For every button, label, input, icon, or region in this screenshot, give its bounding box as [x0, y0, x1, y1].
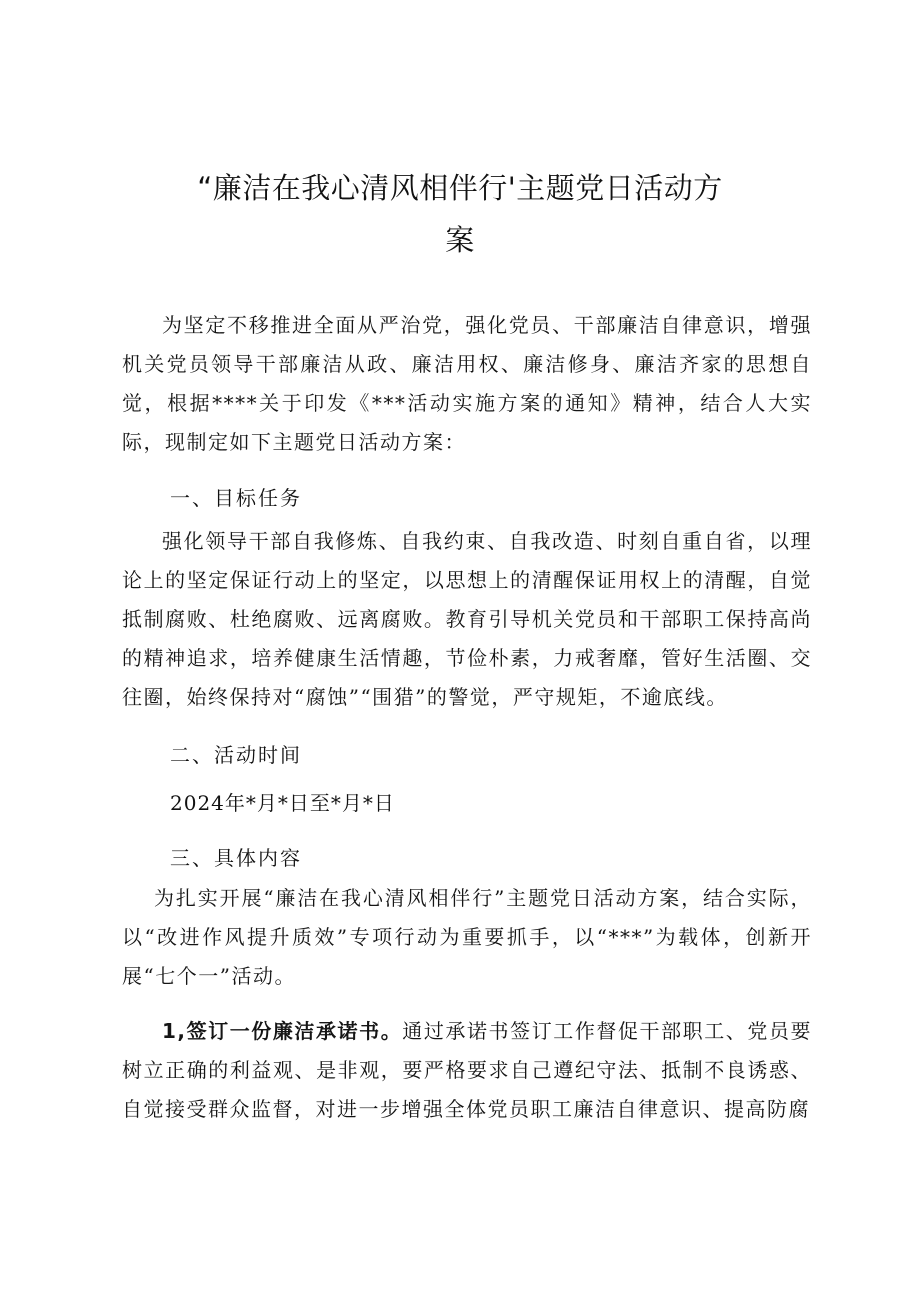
- item1-paragraph: [122, 1012, 812, 1129]
- intro-paragraph: 为坚定不移推进全面从严治党，强化党员、干部廉洁自律意识，增强机关党员领导干部廉洁从政、廉洁用权、廉洁修身、廉洁齐家的思想自觉，根据****关于印发《***活动实施方案的通知》精神，结合人大实际，现制定如下主题党日活动方案：: [122, 313, 812, 454]
- item1-title: 1,签订一份廉洁承诺书。: [162, 1019, 403, 1043]
- section2-date: 2024年*月*日至*月*日: [170, 791, 395, 815]
- section3-intro: 为扎实开展“廉洁在我心清风相伴行”主题党日活动方案，结合实际，以“改进作风提升质效”专项行动为重要抓手，以“***”为载体，创新开展“七个一”活动。: [122, 886, 812, 988]
- section1-heading: 一、目标任务: [170, 486, 302, 510]
- item1-body: 通过承诺书签订工作督促干部职工、党员要树立正确的利益观、是非观，要严格要求自己遵纪守法、抵制不良诱惑、自觉接受群众监督，对进一步增强全体党员职工廉洁自律意识、提高防腐: [122, 1019, 813, 1121]
- document-title-line1: “廉洁在我心清风相伴行'主题党日活动方: [197, 171, 723, 205]
- section1-body: 强化领导干部自我修炼、自我约束、自我改造、时刻自重自省，以理论上的坚定保证行动上的坚定，以思想上的清醒保证用权上的清醒，自觉抵制腐败、杜绝腐败、远离腐败。教育引导机关党员和干部职工保持高尚的精神追求，培养健康生活情趣，节俭朴素，力戒奢靡，管好生活圈、交往圈，始终保持对“腐蚀”“围猎”的警觉，严守规矩，不逾底线。: [122, 529, 812, 709]
- section3-heading: 三、具体内容: [170, 846, 302, 870]
- document-title-line2: 案: [445, 223, 475, 257]
- section2-heading: 二、活动时间: [170, 743, 302, 767]
